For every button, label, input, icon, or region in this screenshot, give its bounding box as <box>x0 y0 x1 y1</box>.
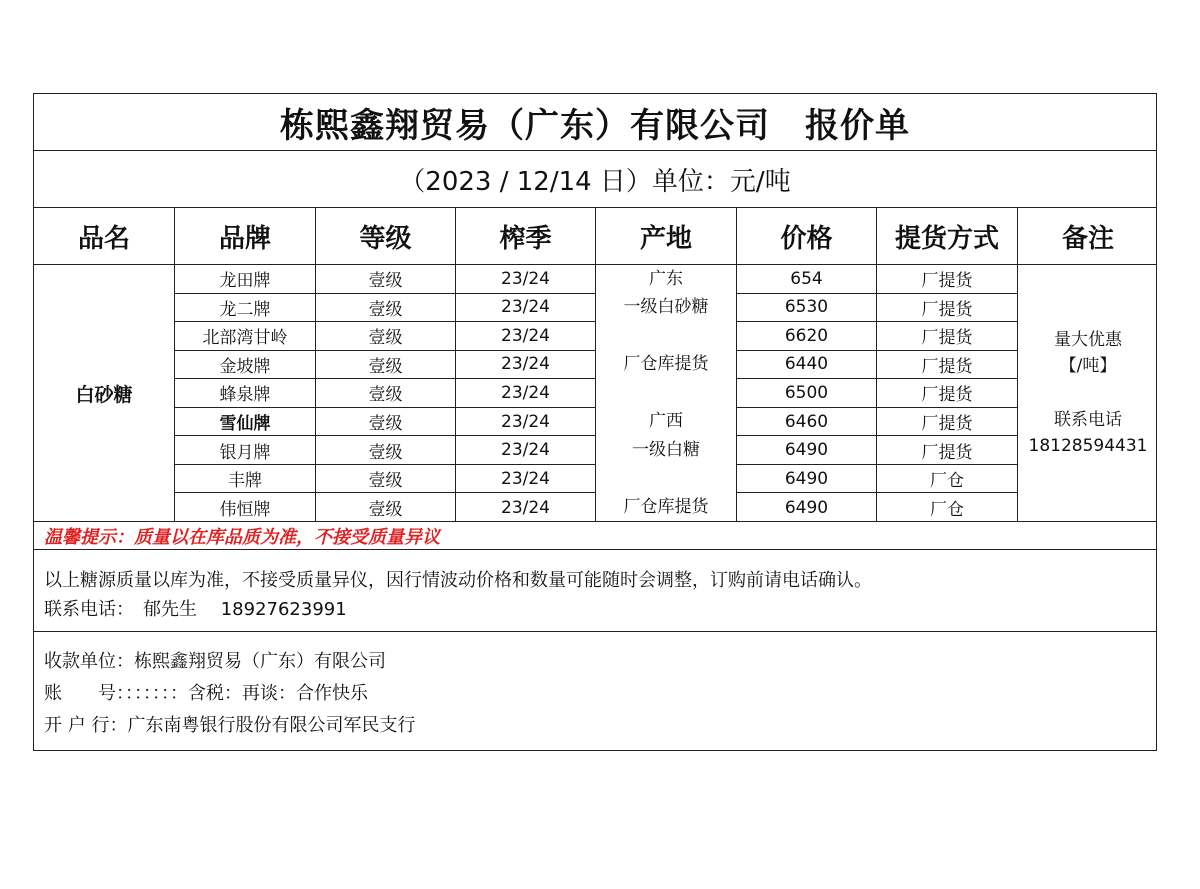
season-cell: 23/24 <box>456 265 596 294</box>
brand-cell: 龙田牌 <box>175 265 316 294</box>
price-cell: 6490 <box>737 493 877 522</box>
season-cell: 23/24 <box>456 322 596 351</box>
season-cell: 23/24 <box>456 408 596 437</box>
season-cell: 23/24 <box>456 294 596 323</box>
pickup-cell: 厂提货 <box>877 265 1018 294</box>
origin-cell <box>596 265 737 521</box>
price-cell: 6530 <box>737 294 877 323</box>
grade-cell: 壹级 <box>316 322 456 351</box>
table-row <box>737 408 1018 437</box>
header-grade: 等级 <box>316 208 456 264</box>
contact-line: 联系电话： 郁先生 18927623991 <box>44 599 347 620</box>
table-row <box>737 294 1018 323</box>
header-pickup: 提货方式 <box>877 208 1018 264</box>
table-row <box>737 265 1018 294</box>
header-brand: 品牌 <box>175 208 316 264</box>
origin-line: 厂仓库提货 <box>623 354 709 375</box>
price-cell: 6490 <box>737 436 877 465</box>
price-cell: 6440 <box>737 351 877 380</box>
grade-cell: 壹级 <box>316 493 456 522</box>
brand-cell: 丰牌 <box>175 465 316 494</box>
pickup-cell: 厂提货 <box>877 322 1018 351</box>
header-origin: 产地 <box>596 208 737 264</box>
warning-text: 温馨提示：质量以在库品质为准，不接受质量异议 <box>34 522 1156 550</box>
pickup-cell: 厂提货 <box>877 351 1018 380</box>
pickup-cell: 厂提货 <box>877 294 1018 323</box>
origin-line: 广西 <box>649 411 683 432</box>
price-cell: 6620 <box>737 322 877 351</box>
note-section <box>34 550 1156 632</box>
season-cell: 23/24 <box>456 493 596 522</box>
brand-cell: 金坡牌 <box>175 351 316 380</box>
brand-cell: 雪仙牌 <box>175 408 316 437</box>
brand-cell: 龙二牌 <box>175 294 316 323</box>
grade-cell: 壹级 <box>316 379 456 408</box>
table-row <box>737 465 1018 494</box>
grade-cell: 壹级 <box>316 265 456 294</box>
grade-cell: 壹级 <box>316 465 456 494</box>
remark-unit: 【/吨】 <box>1059 356 1117 376</box>
note-text: 以上糖源质量以库为准，不接受质量异仪，因行情波动价格和数量可能随时会调整，订购前请电话确认。 <box>44 570 872 591</box>
document-subtitle: （2023 / 12/14 日）单位：元/吨 <box>34 151 1156 208</box>
price-cell: 6500 <box>737 379 877 408</box>
table-row <box>175 322 596 351</box>
season-cell: 23/24 <box>456 436 596 465</box>
header-season: 榨季 <box>456 208 596 264</box>
payee-line: 收款单位：栋熙鑫翔贸易（广东）有限公司 <box>44 651 386 672</box>
table-row <box>737 351 1018 380</box>
table-body <box>34 265 1156 522</box>
header-product: 品名 <box>34 208 175 264</box>
table-row <box>737 379 1018 408</box>
payment-section <box>34 632 1156 752</box>
grade-cell: 壹级 <box>316 351 456 380</box>
grade-cell: 壹级 <box>316 436 456 465</box>
origin-line: 一级白糖 <box>632 439 700 460</box>
remark-phone: 18128594431 <box>1028 436 1148 456</box>
table-row <box>737 493 1018 522</box>
season-cell: 23/24 <box>456 379 596 408</box>
header-price: 价格 <box>737 208 877 264</box>
season-cell: 23/24 <box>456 351 596 380</box>
price-cell: 6490 <box>737 465 877 494</box>
quotation-sheet <box>33 93 1157 751</box>
document-title: 栋熙鑫翔贸易（广东）有限公司 报价单 <box>34 94 1156 151</box>
brand-cell: 伟恒牌 <box>175 493 316 522</box>
product-cell: 白砂糖 <box>34 265 175 521</box>
pickup-cell: 厂仓 <box>877 465 1018 494</box>
origin-line: 一级白砂糖 <box>623 297 709 318</box>
brand-cell: 蜂泉牌 <box>175 379 316 408</box>
remark-contact-label: 联系电话 <box>1054 410 1122 430</box>
pickup-cell: 厂提货 <box>877 408 1018 437</box>
table-row <box>737 322 1018 351</box>
table-row <box>175 294 596 323</box>
header-remark: 备注 <box>1061 223 1114 254</box>
table-row <box>737 436 1018 465</box>
price-cell: 6460 <box>737 408 877 437</box>
table-row <box>175 493 596 522</box>
origin-line: 厂仓库提货 <box>623 496 709 517</box>
season-cell: 23/24 <box>456 465 596 494</box>
pickup-cell: 厂仓 <box>877 493 1018 522</box>
account-line: 账 号：：：：：：：含税：再谈：合作快乐 <box>44 683 368 704</box>
grade-cell: 壹级 <box>316 408 456 437</box>
brand-cell: 北部湾甘岭 <box>175 322 316 351</box>
brand-cell: 银月牌 <box>175 436 316 465</box>
table-row <box>175 351 596 380</box>
table-row <box>175 408 596 437</box>
table-row <box>175 436 596 465</box>
remark-cell <box>1018 265 1158 521</box>
price-cell: 654 <box>737 265 877 294</box>
pickup-cell: 厂提货 <box>877 379 1018 408</box>
pickup-cell: 厂提货 <box>877 436 1018 465</box>
table-row <box>175 465 596 494</box>
table-header <box>34 208 1156 265</box>
bank-line: 开 户 行：广东南粤银行股份有限公司军民支行 <box>44 715 416 736</box>
table-row <box>175 379 596 408</box>
remark-discount: 量大优惠 <box>1054 330 1122 350</box>
grade-cell: 壹级 <box>316 294 456 323</box>
origin-line: 广东 <box>649 268 683 289</box>
table-row <box>175 265 596 294</box>
